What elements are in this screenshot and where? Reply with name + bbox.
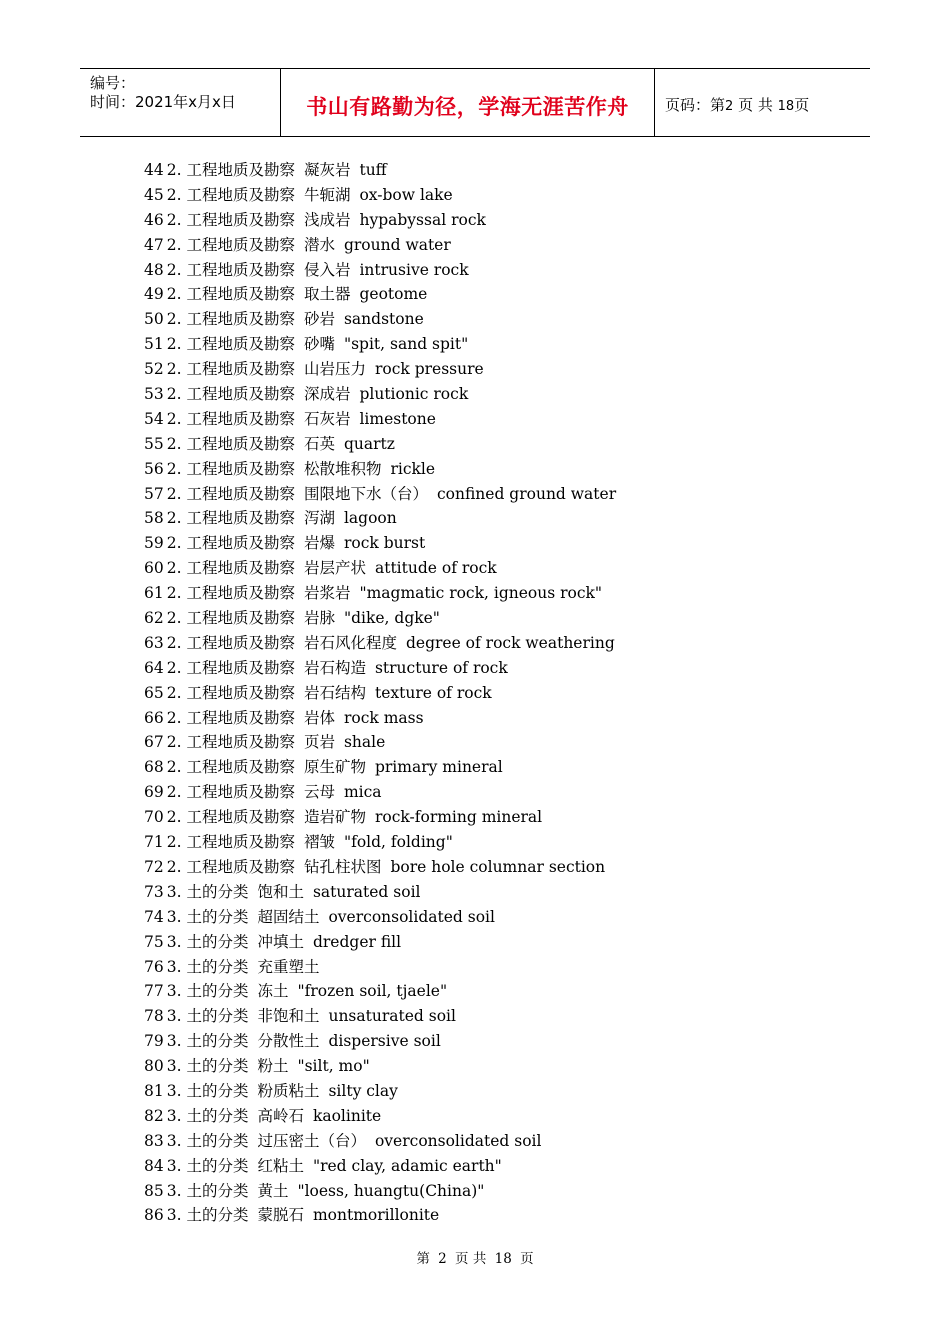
entry-category: 2. 工程地质及勘察 xyxy=(166,260,295,279)
entry-chinese-term: 松散堆积物 xyxy=(303,459,382,478)
entry-category: 3. 土的分类 xyxy=(166,957,249,976)
entry-chinese-term: 侵入岩 xyxy=(303,260,351,279)
entry-chinese-term: 钻孔柱状图 xyxy=(303,857,382,876)
header-right-cell xyxy=(655,69,870,136)
list-item xyxy=(144,681,844,706)
list-item xyxy=(144,706,844,731)
list-item xyxy=(144,631,844,656)
list-item xyxy=(144,382,844,407)
entry-english-term: saturated soil xyxy=(312,882,421,901)
entry-chinese-term: 浅成岩 xyxy=(303,210,351,229)
entry-chinese-term: 岩体 xyxy=(303,708,335,727)
entry-chinese-term: 分散性土 xyxy=(257,1032,320,1051)
list-item xyxy=(144,755,844,780)
list-item xyxy=(144,282,844,307)
entry-english-term: hypabyssal rock xyxy=(359,210,486,229)
entry-chinese-term: 岩石构造 xyxy=(303,658,366,677)
entry-english-term: attitude of rock xyxy=(374,559,497,578)
list-item xyxy=(144,1029,844,1054)
entry-number: 64 xyxy=(144,658,164,677)
entry-chinese-term: 围限地下水（台） xyxy=(303,484,428,503)
entry-english-term: rock-forming mineral xyxy=(374,808,543,827)
entry-english-term: texture of rock xyxy=(374,683,492,702)
entry-number: 73 xyxy=(144,882,164,901)
list-item xyxy=(144,955,844,980)
list-item xyxy=(144,457,844,482)
entry-english-term: tuff xyxy=(359,161,387,179)
entry-category: 2. 工程地质及勘察 xyxy=(166,658,295,677)
entry-category: 3. 土的分类 xyxy=(166,1032,249,1051)
entry-category: 3. 土的分类 xyxy=(166,1206,249,1225)
entry-number: 67 xyxy=(144,733,164,752)
entry-category: 3. 土的分类 xyxy=(166,907,249,926)
entry-number: 66 xyxy=(144,708,164,727)
entry-category: 2. 工程地质及勘察 xyxy=(166,434,295,453)
list-item xyxy=(144,357,844,382)
entry-category: 2. 工程地质及勘察 xyxy=(166,857,295,876)
list-item xyxy=(144,930,844,955)
entry-number: 59 xyxy=(144,534,164,553)
entry-category: 2. 工程地质及勘察 xyxy=(166,360,295,379)
entry-category: 2. 工程地质及勘察 xyxy=(166,509,295,528)
list-item xyxy=(144,581,844,606)
entry-category: 2. 工程地质及勘察 xyxy=(166,285,295,304)
list-item xyxy=(144,482,844,507)
entry-number: 55 xyxy=(144,434,164,453)
entry-english-term: primary mineral xyxy=(374,758,503,777)
list-item xyxy=(144,1179,844,1204)
entry-category: 2. 工程地质及勘察 xyxy=(166,584,295,603)
entry-chinese-term: 原生矿物 xyxy=(303,758,366,777)
entry-number: 51 xyxy=(144,335,164,354)
list-item xyxy=(144,407,844,432)
entry-english-term: bore hole columnar section xyxy=(390,857,606,876)
entry-chinese-term: 高岭石 xyxy=(257,1106,304,1125)
list-item xyxy=(144,1004,844,1029)
entry-category: 2. 工程地质及勘察 xyxy=(166,459,295,478)
entry-number: 85 xyxy=(144,1181,164,1200)
entry-number: 45 xyxy=(144,185,164,204)
entry-number: 83 xyxy=(144,1131,164,1150)
entry-english-term: ground water xyxy=(343,235,451,254)
entry-english-term: limestone xyxy=(359,409,436,428)
entry-category: 2. 工程地质及勘察 xyxy=(166,783,295,802)
list-item xyxy=(144,432,844,457)
entry-number: 46 xyxy=(144,210,164,229)
list-item xyxy=(144,830,844,855)
entry-english-term: intrusive rock xyxy=(359,260,469,279)
list-item xyxy=(144,1079,844,1104)
entry-chinese-term: 造岩矿物 xyxy=(303,808,366,827)
list-item xyxy=(144,332,844,357)
header-left-cell xyxy=(80,69,281,136)
entry-chinese-term: 过压密土（台） xyxy=(257,1131,366,1150)
entry-chinese-term: 石英 xyxy=(303,434,335,453)
entry-chinese-term: 红粘土 xyxy=(257,1156,304,1175)
entry-number: 68 xyxy=(144,758,164,777)
entry-chinese-term: 蒙脱石 xyxy=(257,1206,304,1225)
page-prefix: 页码：第 xyxy=(665,96,726,114)
entry-english-term: rock burst xyxy=(343,534,426,553)
entry-category: 3. 土的分类 xyxy=(166,1131,249,1150)
list-item xyxy=(144,1129,844,1154)
entry-english-term: "fold, folding" xyxy=(343,833,453,852)
list-item xyxy=(144,1154,844,1179)
entry-category: 2. 工程地质及勘察 xyxy=(166,484,295,503)
entry-chinese-term: 岩脉 xyxy=(303,609,335,628)
entry-number: 63 xyxy=(144,633,164,652)
entry-category: 2. 工程地质及勘察 xyxy=(166,385,295,404)
entry-category: 3. 土的分类 xyxy=(166,932,249,951)
entry-english-term: dredger fill xyxy=(312,932,402,951)
entry-chinese-term: 泻湖 xyxy=(303,509,335,528)
list-item xyxy=(144,780,844,805)
entry-number: 79 xyxy=(144,1032,164,1051)
entry-chinese-term: 凝灰岩 xyxy=(303,161,351,179)
entry-english-term: sandstone xyxy=(343,310,424,329)
time-label: 时间：2021年x月x日 xyxy=(90,93,236,111)
entry-number: 80 xyxy=(144,1057,164,1076)
entry-chinese-term: 岩浆岩 xyxy=(303,584,351,603)
entry-english-term: quartz xyxy=(343,434,395,453)
page-footer xyxy=(0,1247,950,1267)
list-item xyxy=(144,307,844,332)
entry-english-term: rickle xyxy=(390,459,436,478)
list-item xyxy=(144,1104,844,1129)
entry-chinese-term: 超固结土 xyxy=(257,907,320,926)
list-item xyxy=(144,730,844,755)
header-page-number xyxy=(665,94,809,115)
entry-category: 2. 工程地质及勘察 xyxy=(166,708,295,727)
entry-category: 2. 工程地质及勘察 xyxy=(166,235,295,254)
footer-total: 18 xyxy=(494,1251,512,1267)
entry-english-term: degree of rock weathering xyxy=(405,633,615,652)
entry-english-term: "silt, mo" xyxy=(297,1057,370,1076)
entry-chinese-term: 取土器 xyxy=(303,285,351,304)
entry-chinese-term: 云母 xyxy=(303,783,335,802)
entry-category: 2. 工程地质及勘察 xyxy=(166,559,295,578)
entry-english-term: shale xyxy=(343,733,386,752)
page-mid: 页 共 xyxy=(738,96,773,114)
entry-number: 65 xyxy=(144,683,164,702)
entry-category: 2. 工程地质及勘察 xyxy=(166,683,295,702)
entry-english-term: ox-bow lake xyxy=(359,185,453,204)
list-item xyxy=(144,855,844,880)
entry-chinese-term: 冲填土 xyxy=(257,932,304,951)
entry-number: 75 xyxy=(144,932,164,951)
entry-category: 2. 工程地质及勘察 xyxy=(166,733,295,752)
entry-number: 50 xyxy=(144,310,164,329)
entry-english-term: structure of rock xyxy=(374,658,508,677)
glossary-list xyxy=(144,158,844,1228)
entry-english-term: kaolinite xyxy=(312,1106,382,1125)
entry-chinese-term: 山岩压力 xyxy=(303,360,366,379)
entry-category: 2. 工程地质及勘察 xyxy=(166,335,295,354)
entry-chinese-term: 岩石结构 xyxy=(303,683,366,702)
entry-chinese-term: 石灰岩 xyxy=(303,409,351,428)
entry-english-term: "loess, huangtu(China)" xyxy=(297,1181,485,1200)
entry-number: 56 xyxy=(144,459,164,478)
entry-number: 60 xyxy=(144,559,164,578)
list-item xyxy=(144,258,844,283)
list-item xyxy=(144,606,844,631)
page-suffix: 页 xyxy=(794,96,810,114)
list-item xyxy=(144,805,844,830)
entry-number: 84 xyxy=(144,1156,164,1175)
entry-chinese-term: 冻土 xyxy=(257,982,289,1001)
entry-number: 49 xyxy=(144,285,164,304)
entry-category: 3. 土的分类 xyxy=(166,1057,249,1076)
entry-chinese-term: 砂岩 xyxy=(303,310,335,329)
entry-number: 54 xyxy=(144,409,164,428)
list-item xyxy=(144,183,844,208)
list-item xyxy=(144,1203,844,1228)
list-item xyxy=(144,531,844,556)
entry-category: 2. 工程地质及勘察 xyxy=(166,210,295,229)
entry-chinese-term: 深成岩 xyxy=(303,385,351,404)
list-item xyxy=(144,1054,844,1079)
entry-category: 2. 工程地质及勘察 xyxy=(166,808,295,827)
entry-number: 57 xyxy=(144,484,164,503)
entry-number: 69 xyxy=(144,783,164,802)
entry-english-term: confined ground water xyxy=(436,484,617,503)
entry-english-term: overconsolidated soil xyxy=(374,1131,542,1150)
entry-number: 62 xyxy=(144,609,164,628)
entry-english-term: rock mass xyxy=(343,708,424,727)
entry-category: 3. 土的分类 xyxy=(166,1156,249,1175)
entry-category: 3. 土的分类 xyxy=(166,1106,249,1125)
entry-category: 2. 工程地质及勘察 xyxy=(166,310,295,329)
entry-english-term: rock pressure xyxy=(374,360,484,379)
entry-english-term: "magmatic rock, igneous rock" xyxy=(359,584,603,603)
entry-chinese-term: 潜水 xyxy=(303,235,335,254)
entry-number: 47 xyxy=(144,235,164,254)
entry-number: 74 xyxy=(144,907,164,926)
entry-english-term: "spit, sand spit" xyxy=(343,335,469,354)
entry-english-term: unsaturated soil xyxy=(328,1007,456,1026)
entry-english-term: "frozen soil, tjaele" xyxy=(297,982,448,1001)
entry-category: 3. 土的分类 xyxy=(166,1007,249,1026)
entry-number: 81 xyxy=(144,1081,164,1100)
entry-number: 61 xyxy=(144,584,164,603)
entry-number: 70 xyxy=(144,808,164,827)
list-item xyxy=(144,158,844,183)
entry-number: 71 xyxy=(144,833,164,852)
entry-chinese-term: 牛轭湖 xyxy=(303,185,351,204)
list-item xyxy=(144,208,844,233)
page-header xyxy=(80,68,870,137)
entry-chinese-term: 岩层产状 xyxy=(303,559,366,578)
entry-english-term: dispersive soil xyxy=(328,1032,441,1051)
entry-category: 2. 工程地质及勘察 xyxy=(166,633,295,652)
entry-category: 3. 土的分类 xyxy=(166,1181,249,1200)
list-item xyxy=(144,905,844,930)
list-item xyxy=(144,506,844,531)
list-item xyxy=(144,556,844,581)
page-total: 18 xyxy=(777,99,795,114)
entry-english-term: plutionic rock xyxy=(359,385,469,404)
entry-category: 2. 工程地质及勘察 xyxy=(166,833,295,852)
entry-english-term: "red clay, adamic earth" xyxy=(312,1156,502,1175)
list-item xyxy=(144,656,844,681)
entry-number: 78 xyxy=(144,1007,164,1026)
entry-chinese-term: 黄土 xyxy=(257,1181,289,1200)
entry-english-term: lagoon xyxy=(343,509,397,528)
entry-category: 2. 工程地质及勘察 xyxy=(166,609,295,628)
entry-number: 52 xyxy=(144,360,164,379)
entry-chinese-term: 褶皱 xyxy=(303,833,335,852)
entry-chinese-term: 岩爆 xyxy=(303,534,335,553)
entry-number: 82 xyxy=(144,1106,164,1125)
entry-number: 48 xyxy=(144,260,164,279)
entry-chinese-term: 页岩 xyxy=(303,733,335,752)
entry-chinese-term: 岩石风化程度 xyxy=(303,633,397,652)
entry-category: 2. 工程地质及勘察 xyxy=(166,185,295,204)
entry-category: 2. 工程地质及勘察 xyxy=(166,534,295,553)
entry-category: 2. 工程地质及勘察 xyxy=(166,758,295,777)
header-motto: 书山有路勤为径，学海无涯苦作舟 xyxy=(306,95,629,119)
number-label: 编号： xyxy=(90,74,136,92)
entry-english-term: geotome xyxy=(359,285,428,304)
entry-chinese-term: 饱和土 xyxy=(257,882,304,901)
entry-category: 3. 土的分类 xyxy=(166,982,249,1001)
entry-chinese-term: 砂嘴 xyxy=(303,335,335,354)
entry-number: 58 xyxy=(144,509,164,528)
entry-number: 86 xyxy=(144,1206,164,1225)
footer-current: 2 xyxy=(438,1251,447,1267)
entry-category: 2. 工程地质及勘察 xyxy=(166,161,295,179)
entry-chinese-term: 非饱和土 xyxy=(257,1007,320,1026)
entry-category: 3. 土的分类 xyxy=(166,1081,249,1100)
list-item xyxy=(144,233,844,258)
header-middle-cell xyxy=(281,69,655,136)
footer-prefix: 第 xyxy=(416,1251,430,1267)
entry-english-term: overconsolidated soil xyxy=(328,907,495,926)
list-item xyxy=(144,880,844,905)
entry-number: 72 xyxy=(144,857,164,876)
footer-suffix: 页 xyxy=(520,1251,534,1267)
entry-english-term: silty clay xyxy=(328,1081,398,1100)
list-item xyxy=(144,979,844,1004)
page-current: 2 xyxy=(725,99,734,114)
entry-category: 2. 工程地质及勘察 xyxy=(166,409,295,428)
entry-english-term: "dike, dgke" xyxy=(343,609,440,628)
entry-chinese-term: 充重塑土 xyxy=(257,957,320,976)
entry-number: 76 xyxy=(144,957,164,976)
entry-chinese-term: 粉质粘土 xyxy=(257,1081,320,1100)
entry-english-term: mica xyxy=(343,783,382,802)
entry-number: 53 xyxy=(144,385,164,404)
entry-category: 3. 土的分类 xyxy=(166,882,249,901)
footer-mid: 页 共 xyxy=(455,1251,487,1267)
entry-number: 44 xyxy=(144,161,164,179)
entry-number: 77 xyxy=(144,982,164,1001)
entry-english-term: montmorillonite xyxy=(312,1206,440,1225)
entry-chinese-term: 粉土 xyxy=(257,1057,289,1076)
